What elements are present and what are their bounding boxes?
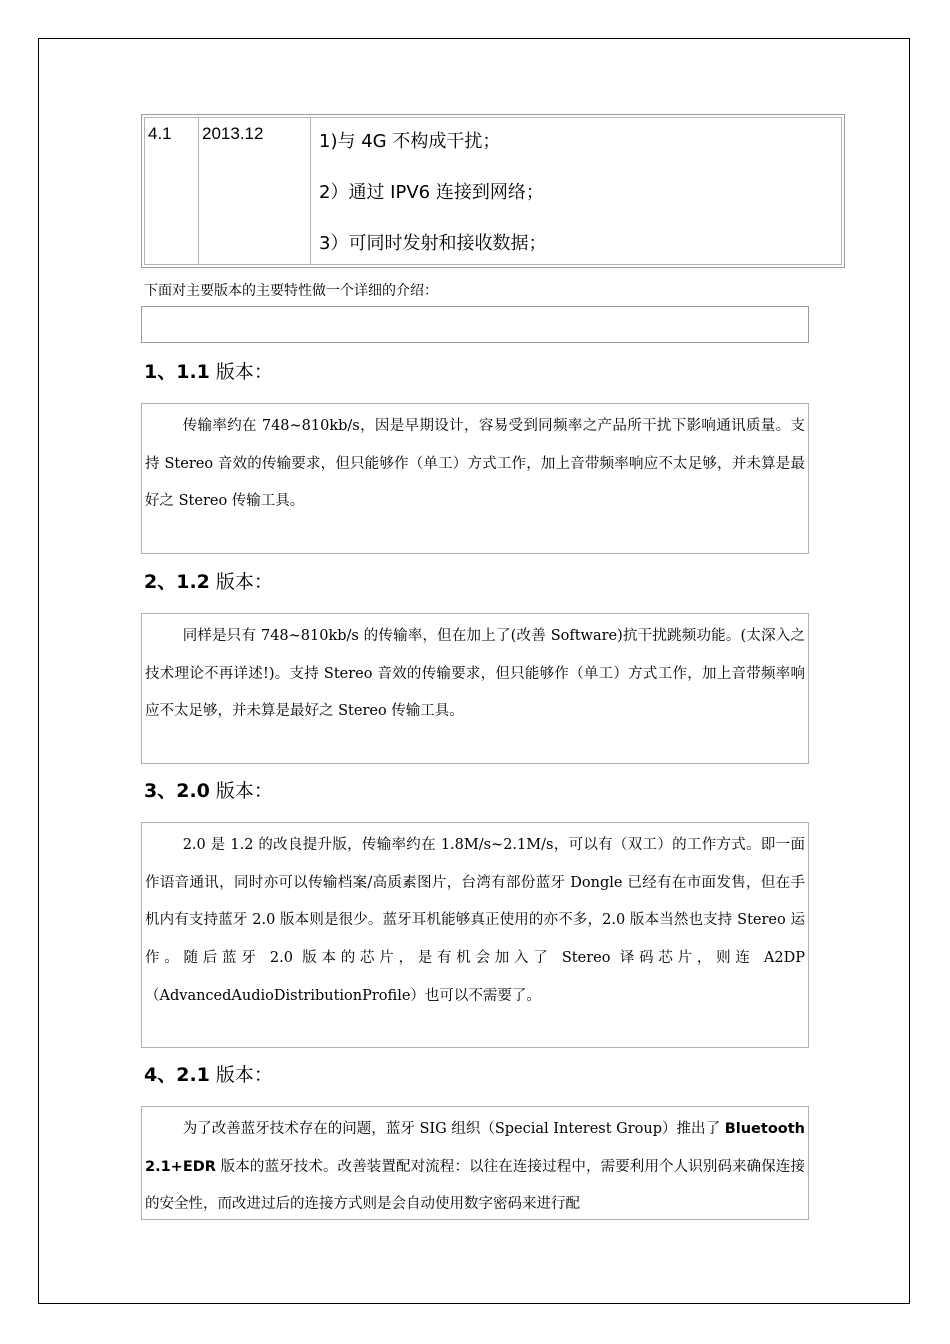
section-heading-2	[144, 567, 273, 594]
feature-item: 3）可同时发射和接收数据；	[319, 233, 547, 254]
section-paragraph: 同样是只有 748~810kb/s 的传输率，但在加上了(改善 Software)抗干扰跳频功能。(太深入之技术理论不再详述!)。支持 Stereo 音效的传输要求，但只能够作（单工）方式工作，加上音带频率响应不太足够，并未算是最好之 Stereo 传输工具。	[145, 628, 805, 720]
section-number: 3、2.0	[144, 780, 210, 802]
section-paragraph: 2.0 是 1.2 的改良提升版，传输率约在 1.8M/s~2.1M/s，可以有（双工）的工作方式。即一面作语音通讯，同时亦可以传输档案/高质素图片，台湾有部份蓝牙 Dongle 已经有在市面发售，但在手机内有支持蓝牙 2.0 版本则是很少。蓝牙耳机能够真正使用的亦不多，2.0 版本当然也支持 Stereo 运作。随后蓝牙 2.0 版本的芯片，是有机会加入了 Stereo 译码芯片，则连 A2DP（AdvancedAudioDistributionProfile）也可以不需要了。	[145, 837, 805, 1004]
version-table	[141, 114, 845, 268]
section-paragraph: 传输率约在 748~810kb/s，因是早期设计，容易受到同频率之产品所干扰下影响通讯质量。支持 Stereo 音效的传输要求，但只能够作（单工）方式工作，加上音带频率响应不太足够，并未算是最好之 Stereo 传输工具。	[145, 418, 805, 510]
intro-text: 下面对主要版本的主要特性做一个详细的介绍：	[144, 283, 438, 299]
section-body-2	[141, 613, 809, 764]
paragraph-bold-text: Bluetooth 2.1+EDR	[145, 1121, 805, 1175]
section-label: 版本：	[209, 361, 273, 383]
section-number: 1、1.1	[144, 361, 210, 383]
section-body-1	[141, 403, 809, 554]
version-table-row	[144, 117, 842, 265]
section-heading-4	[144, 1060, 273, 1087]
empty-text-box	[141, 306, 809, 343]
section-label: 版本：	[209, 571, 273, 593]
section-heading-1	[144, 357, 273, 384]
section-label: 版本：	[209, 1064, 273, 1086]
section-body-3	[141, 822, 809, 1048]
date-cell: 2013.12	[199, 118, 311, 264]
features-cell	[311, 118, 841, 264]
feature-item: 1)与 4G 不构成干扰；	[319, 131, 501, 152]
feature-item: 2）通过 IPV6 连接到网络；	[319, 182, 544, 203]
paragraph-text: 版本的蓝牙技术。改善装置配对流程：以往在连接过程中，需要利用个人识别码来确保连接的安全性，而改进过后的连接方式则是会自动使用数字密码来进行配	[145, 1158, 805, 1213]
section-paragraph	[145, 1111, 805, 1220]
section-number: 2、1.2	[144, 571, 210, 593]
section-label: 版本：	[209, 780, 273, 802]
section-number: 4、2.1	[144, 1064, 210, 1086]
version-cell: 4.1	[145, 118, 199, 264]
paragraph-text: 为了改善蓝牙技术存在的问题，蓝牙 SIG 组织（Special Interest Group）推出了	[182, 1121, 725, 1137]
section-body-4	[141, 1106, 809, 1220]
section-heading-3	[144, 776, 273, 803]
